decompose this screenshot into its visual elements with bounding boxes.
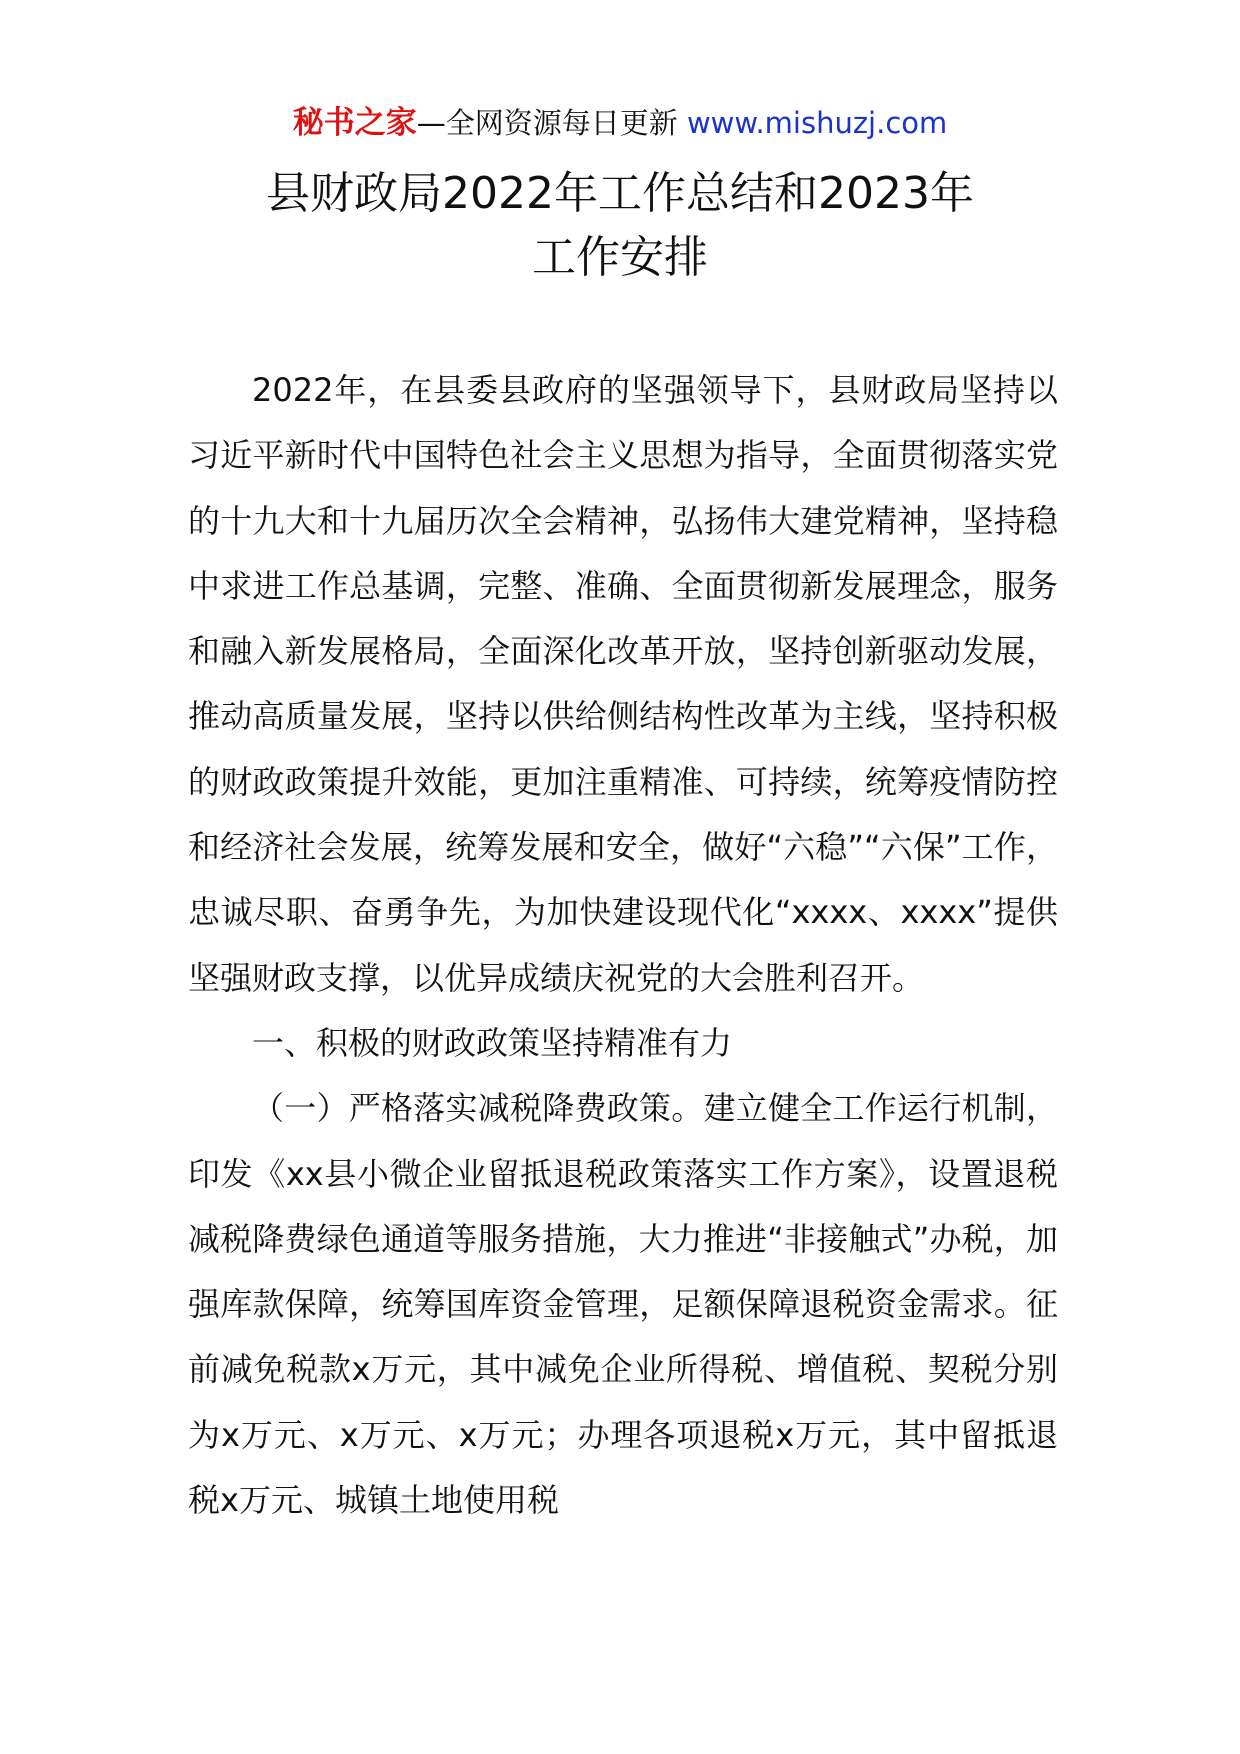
section-heading-1: 一、积极的财政政策坚持精准有力: [252, 1023, 733, 1062]
document-title: [0, 162, 1240, 290]
site-url-link[interactable]: www.mishuzj.com: [686, 106, 948, 140]
document-body: [188, 358, 1058, 1533]
header-slogan: —全网资源每日更新: [416, 106, 678, 140]
brand-name: 秘书之家: [292, 105, 417, 141]
title-line-1: 县财政局2022年工作总结和2023年: [266, 168, 974, 219]
paragraph-subsection-1: （一）严格落实减税降费政策。建立健全工作运行机制，印发《xx县小微企业留抵退税政策落实工作方案》，设置退税减税降费绿色通道等服务措施，大力推进“非接触式”办税，加强库款保障，统筹国库资金管理，足额保障退税资金需求。征前减免税款x万元，其中减免企业所得税、增值税、契税分别为x万元、x万元、x万元；办理各项退税x万元，其中留抵退税x万元、城镇土地使用税: [188, 1089, 1058, 1520]
title-line-2: 工作安排: [532, 232, 708, 283]
paragraph-intro: 2022年，在县委县政府的坚强领导下，县财政局坚持以习近平新时代中国特色社会主义思想为指导，全面贯彻落实党的十九大和十九届历次全会精神，弘扬伟大建党精神，坚持稳中求进工作总基调，完整、准确、全面贯彻新发展理念，服务和融入新发展格局，全面深化改革开放，坚持创新驱动发展，推动高质量发展，坚持以供给侧结构性改革为主线，坚持积极的财政政策提升效能，更加注重精准、可持续，统筹疫情防控和经济社会发展，统筹发展和安全，做好“六稳”“六保”工作，忠诚尽职、奋勇争先，为加快建设现代化“xxxx、xxxx”提供坚强财政支撑，以优异成绩庆祝党的大会胜利召开。: [188, 371, 1058, 997]
site-header: [0, 103, 1240, 143]
